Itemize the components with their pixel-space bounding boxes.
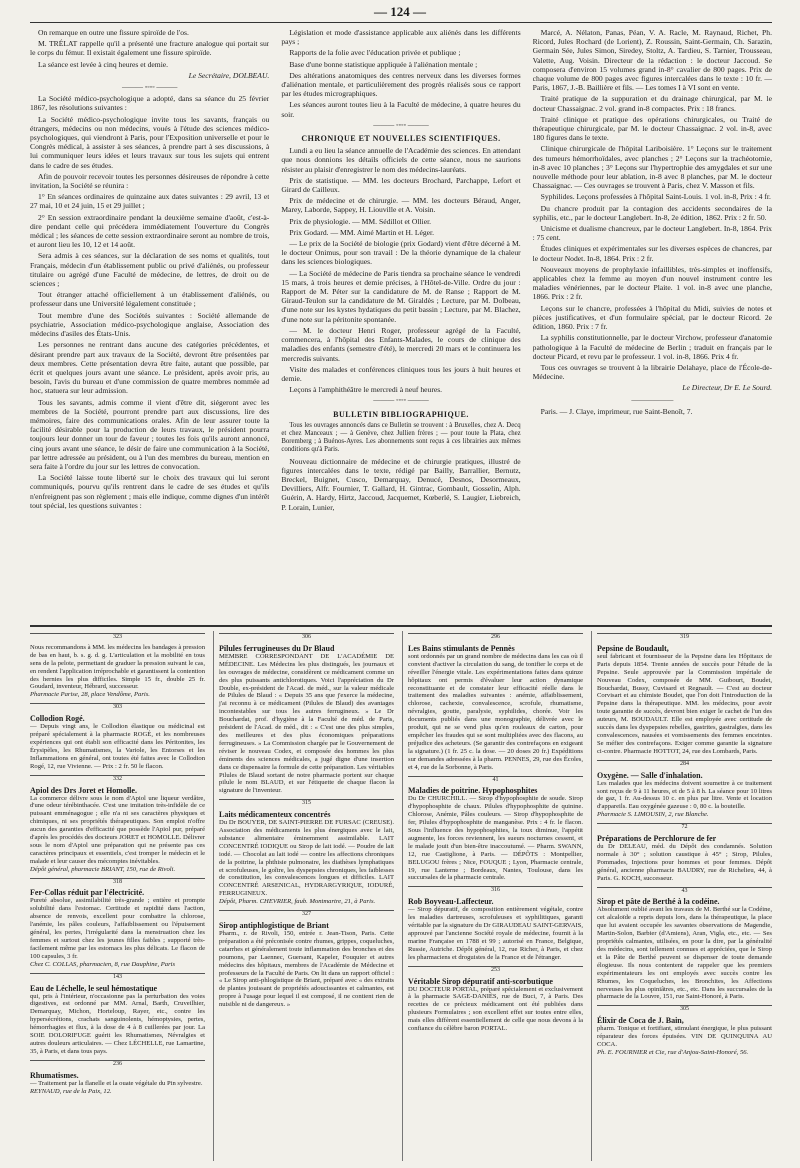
ad-body: Absolument oublié avant les travaux de M. Berthé sur la Codéine, cet alcaloïde a repris depuis lors, dans la thérapeutique, la place que lui avaient occupée les savantes observations de Magendie, Martin-Solon, Barbier (d'Amiens), Aran, Vigla, etc., etc. — Ses propriétés calmantes, utilisées, en pour la dire, par la généralité des médecins, sont tellement connues et appréciées, que le Sirop et la Pâte de Berthé peuvent se dispenser de toute demande élogieuse. Ils nous contentent de rappeler que les premiers expérimentateurs les ont employés avec succès contre les Rhumes, les Coqueluches, les Bronchites, les Affections nerveuses les plus opiniâtres, etc., etc. Dans les succursales de la pharmacie de la Louvre, 151, rue Saint-Honoré, à Paris.: [597, 906, 772, 1001]
paragraph: Prix de médecine et de chirurgie. — MM. les docteurs Béraud, Anger, Marey, Laborde, Sappey, H. Liouville et A. Voisin.: [281, 196, 521, 215]
ad-body: Du Dr CHURCHILL. — Sirop d'hypophosphite de soude. Sirop d'hypophosphite de chaux. Pilules d'hypophosphite de quinine. Chlorose, Anémie, Pâles couleurs. — Sirop d'hypophosphite de fer, Pilules d'hypophosphite de manganèse. Prix : 4 fr. le flacon. Sous l'influence des hypophosphites, la toux diminue, l'appétit augmente, les forces reviennent, les sueurs nocturnes cessent, et le malade jouit d'un bien-être inaccoutumé. — Pharm. SWANN, 12, rue Castiglione, à Paris. — DÉPÔTS : Montpellier, BELUGOU frères ; Nice, FOUQUE ; Lyon, Pharmacie centrale, 19, rue Lanterne ; Bordeaux, Nantes, Toulouse, dans les succursales de la pharmacie centrale.: [408, 795, 583, 882]
ornament-divider: ——— ◦◦◦◦ ———: [121, 83, 178, 92]
paragraph: Tous ces ouvrages se trouvent à la librairie Delahaye, place de l'École-de-Médecine.: [532, 362, 772, 382]
ad-body: pharm. Tonique et fortifiant, stimulant énergique, le plus puissant réparateur des forces épuisées. VIN DE QUINQUINA AU COCA.: [597, 1025, 772, 1049]
advertisement: [408, 776, 583, 883]
ad-number: 296: [408, 633, 583, 642]
advertisement: [597, 760, 772, 819]
paragraph: La Société médico-psychologique a adopté, dans sa séance du 25 février 1867, les résolutions suivantes :: [30, 94, 270, 113]
paragraph: Du chancre produit par la contagion des accidents secondaires de la syphilis, etc., par le docteur Langlebert. In-8, 2e édition, 1862. Prix : 2 fr. 50.: [532, 203, 772, 222]
ad-body: seul fabricant et fournisseur de la Pepsine dans les Hôpitaux de Paris depuis 1854. Trente années de succès pour l'étude de la Pepsine. Seule approuvée par la Commission impériale de Nouveau Codex, composée de MM. Guibourt, Boudet, Bouchardat, Bussy, Cuvisard et Regnault. — C'est au docteur Corvisart et au chimiste Boudet, que l'on doit l'introduction de la Pepsine dans la thérapeutique. MM. les médecins, pour avoir toute garantie de succès, devront bien exiger le cachet de l'un des auteurs, M. BOUDAULT. Elle est employée avec certitude de succès dans les dyspepsies rebelles, gastrites, gastralgies, dans les convalescences, nausées et vomissements des femmes enceintes. Se méfier des contrefaçons. Exiger comme garantie la signature ci-contre. Pharmacie HOTTOT, 24, rue des Lombards, Paris.: [597, 652, 772, 755]
header-rule: [30, 22, 772, 23]
advertisement-column-3: [402, 631, 583, 1161]
paragraph: Base d'une bonne statistique appliquée à l'aliénation mentale ;: [289, 59, 478, 69]
advertisement: [30, 775, 205, 874]
ad-number: 306: [219, 633, 394, 642]
ad-headline: Pepsine de Boudault,: [597, 643, 669, 653]
ad-headline: Apiol des Drs Joret et Homolle.: [30, 785, 137, 795]
paragraph: La Société médico-psychologique invite tous les savants, français ou étrangers, médecins ou non médecins, voués à l'étude des sciences médico-psychologiques, qui viendront à Paris, pour l'Exposition universelle et pour le Congrès médical, à assister à ses séances, à prendre part à ses discussions, à lui communiquer leurs idées et leurs travaux sur tous les sujets qui entrent dans le cadre de ses études.: [30, 114, 270, 170]
advertisement-column-4: [591, 631, 772, 1161]
paragraph: Traité pratique de la suppuration et du drainage chirurgical, par M. le docteur Chassaignac. 2 vol. grand in-8 compactes. Prix : 18 francs.: [532, 94, 772, 113]
advertisement: [30, 703, 205, 770]
paragraph: Les séances auront toutes lieu à la Faculté de médecine, à quatre heures du soir.: [281, 100, 521, 119]
ad-number: 319: [597, 633, 772, 642]
paragraph: Visite des malades et conférences cliniques tous les jours à huit heures et demie.: [281, 364, 521, 383]
ad-number: 303: [30, 703, 205, 712]
paragraph: Tout étranger attaché officiellement à un établissement d'aliénés, ou professeur dans une Université légalement constituée ;: [30, 290, 270, 309]
paragraph: Nouveau dictionnaire de médecine et de chirurgie pratiques, illustré de figures intercalées dans le texte, rédigé par Bailly, Barrallier, Bernutz, Breckel, Buignet, Cusco, Demarquay, Denucé, Desnos, Desormeaux, Devilliers, Alfr. Fournier, T. Gallard, H. Gintrac, Gombault, Gosselin, Alph. Guérin, A. Hardy, Hirtz, Jaccoud, Jacquemet, Kœberlé, S. Laugier, Liebreich, P. Lorain, Lunier,: [281, 456, 521, 512]
ad-headline: Rob Boyveau-Laffecteur.: [408, 897, 494, 907]
ad-headline: Oxygène. — Salle d'inhalation.: [597, 770, 703, 780]
ad-body: Pharm., r. de Rivoli, 150, entrée r. Jean-Tison, Paris. Cette préparation a été préconisée contre rhumes, grippes, coqueluches, catarrhes et généralement toute inflammation des bronches et des poumons, par Laennec, Guersant, Kapeler, Fouquier et autres médecins des hôpitaux, membres de l'Académie de Médecine et professeurs de la Faculté de Paris. On lit dans un rapport officiel : « Le Sirop anti-phlogistique de Briant, préparé avec « des extraits de plantes jouissant de propriétés adoucissantes et calmantes, est propre à l'usage pour lequel il est composé, il ne contient rien de nuisible ni de dangereux. »: [219, 930, 394, 1009]
printer-imprint: Paris. — J. Claye, imprimeur, rue Saint-Benoît, 7.: [540, 406, 693, 416]
ad-headline: Élixir de Coca de J. Bain,: [597, 1016, 684, 1026]
ad-address: Pharmacie S. LIMOUSIN, 2, rue Blanche.: [597, 811, 709, 819]
paragraph: Des altérations anatomiques des centres nerveux dans les diverses formes d'aliénation mentale, et particulièrement des progrès réalisés sous ce rapport par les études micrographiques.: [281, 70, 521, 99]
ad-number: 318: [30, 878, 205, 887]
ad-number: 236: [30, 1060, 205, 1069]
ad-body: DU DOCTEUR PORTAL, préparé spécialement et exclusivement à la pharmacie SAGE-DANIÈS, rue de Buci, 7, à Paris. Des recettes de ce précieux médicament ont été publiées dans plusieurs Formulaires ; son excellent effet sur toutes entre elles, mais elles diffèrent essentiellement de celle que nous devons à la confiance du célèbre baron PORTAL.: [408, 985, 583, 1033]
ad-headline: Rhumatismes.: [30, 1070, 79, 1080]
paragraph: — La Société de médecine de Paris tiendra sa prochaine séance le vendredi 15 mars, à trois heures et demie précises, à l'Hôtel-de-Ville. Ordre du jour : Rapport de M. Péter sur la candidature de M. de Ranse ; Rapport de M. Giraud-Teulon sur la candidature de M. Giraldès ; Lecture, par M. Dolbeau, d'une note sur les kystes hydatiques du petit bassin ; Lecture, par M. Blachez, d'une note sur la péritonite spontanée.: [281, 268, 521, 324]
ad-headline: Sirop antiphlogistique de Briant: [219, 921, 329, 930]
ad-number: 143: [30, 973, 205, 982]
director-signature: Le Directeur, Dr E. Le Sourd.: [682, 383, 772, 393]
paragraph: Rapports de la folie avec l'éducation privée et publique ;: [289, 48, 461, 58]
ad-number: 323: [30, 633, 205, 642]
paragraph: On remarque en outre une fissure spiroïde de l'os.: [38, 28, 189, 37]
paragraph: Sera admis à ces séances, sur la déclaration de ses noms et qualités, tout Français, médecin d'un établissement public ou privé d'aliénés, ou professeur titulaire ou agrégé d'une Faculté de médecine, de lettres, de droit ou de sciences ;: [30, 251, 270, 289]
ad-address: Chez C. COLLAS, pharmacien, 8, rue Dauphine, Paris: [30, 960, 176, 968]
ad-headline: Fer-Collas réduit par l'électricité.: [30, 888, 145, 898]
secretary-signature: Le Secrétaire, DOLBEAU.: [188, 70, 270, 80]
paragraph: — Le prix de la Société de biologie (prix Godard) vient d'être décerné à M. le docteur Onimus, pour son travail : De la théorie dynamique de la chaleur dans les sciences biologiques.: [281, 239, 521, 267]
paragraph: Tous les ouvrages annoncés dans ce Bulletin se trouvent : à Bruxelles, chez A. Decq et chez Manceaux ; — à Genève, chez Jullien frères ; — pour toute la Plata, chez Boremberg ; à Buénos-Ayres. Les abonnements sont reçus à ces librairies aux mêmes conditions qu'à Paris.: [281, 421, 521, 454]
advertisement: [219, 910, 394, 1009]
ad-body: — Sirop dépuratif, de composition entièrement végétale, contre les maladies dartreuses, scrofuleuses et syphilitiques, garanti véritable par la signature du Dr GIRAUDEAU SAINT-GERVAIS, approuvé par l'ancienne Société royale de médecine, fournit à la marine Française en 1788 et 99 ; autorisé en France, Belgique, Russie, Autriche. Dépôt général, 12, rue Richer, à Paris, et chez les pharmaciens et droguistes de la France et de l'étranger.: [408, 906, 583, 961]
paragraph: Nouveaux moyens de prophylaxie infaillibles, très-simples et inoffensifs, applicables chez la femme au moyen d'un nouvel instrument contre les maladies vénériennes, par le docteur Plaite. 1 vol. in-8 avec une planche, 1866. Prix : 2 fr.: [532, 264, 772, 302]
ad-number: 327: [219, 910, 394, 919]
paragraph: M. TRÉLAT rappelle qu'il a présenté une fracture analogue qui portait sur le corps du fémur. Il existait également une fissure spiroïde.: [30, 39, 270, 58]
paragraph: Les personnes ne rentrant dans aucune des catégories précédentes, et désirant prendre part aux travaux de la Société, devront être présentées par deux membres. Cette présentation devra être faite, autant que possible, par écrit et quelques jours avant une séance. Le président, après avoir pris, au besoin, l'avis du bureau et d'une commission de quatre membres nommée ad hoc, statuera sur leur admission.: [30, 340, 270, 396]
ornament-divider: ——— ◦◦◦◦ ———: [373, 396, 429, 405]
advertisement: [408, 633, 583, 772]
editorial-column-3: [533, 28, 772, 618]
advertisement: [597, 887, 772, 1002]
ad-address: Dépôt général, pharmacie BRIANT, 150, rue de Rivoli.: [30, 865, 176, 873]
ad-number: 41: [408, 776, 583, 785]
paragraph: Prix de physiologie. — MM. Sédillot et Ollier.: [289, 216, 432, 226]
paragraph: Leçons à l'amphithéâtre le mercredi à neuf heures.: [289, 385, 443, 395]
ad-body: qui, pris à l'intérieur, n'occasionne pas la perturbation des voies digestives, est ordonné par MM. Arnal, Barth, Cruveilhier, Demarquay, Michon, Horteloup, Rayer, etc., contre les hypersécrétions, crachats sanguinolents, hémoptysies, pertes, hémorrhagies et flux, à la dose de 4 à 8 cuillerées par jour. La SOIE DOLORIFUGE guérit les Rhumatismes, Névralgies et autres douleurs articulaires. — Chez LÉCHELLE, rue Lamartine, 35, à Paris, et dans tous pays.: [30, 992, 205, 1055]
page-number: — 124 —: [374, 4, 426, 19]
advertisement: [219, 799, 394, 906]
ad-address: Ph. E. FOURNIER et Cie, rue d'Anjou-Saint-Honoré, 56.: [597, 1048, 749, 1056]
ad-body: Pureté absolue, assimilabilité très-grande ; entière et prompte solubilité dans l'estomac. Certitude et rapidité dans l'action, absence de renvois, excellent pour combattre la chlorose, l'anémie, les pâles couleurs, l'affaiblissement ou l'épuisement général, les pertes, l'irrégularité dans la menstruation chez les femmes et surtout chez les jeunes filles faibles ; supporté très-facilement même par les estomacs les plus délicats. Le flacon de 100 capsules, 3 fr.: [30, 897, 205, 960]
advertisement-section: [30, 625, 772, 1161]
paragraph: Lundi a eu lieu la séance annuelle de l'Académie des sciences. En attendant que nous donnions les détails officiels de cette séance, nous ne saurions résister au plaisir d'enregistrer le nom des médecins-lauréats.: [281, 146, 521, 174]
section-heading: CHRONIQUE ET NOUVELLES SCIENTIFIQUES.: [301, 134, 501, 144]
advertisement: [408, 966, 583, 1033]
paragraph: Tout membre d'une des Sociétés suivantes : Société allemande de psychiatrie, Association médico-psychologique anglaise, Association des médecins d'asiles des États-Unis.: [30, 310, 270, 339]
ornament-divider: ——— ◦◦◦◦ ———: [373, 120, 429, 129]
paragraph: Unicisme et dualisme chancreux, par le docteur Langlebert. In-8, 1864. Prix : 75 cent.: [532, 224, 772, 243]
ad-headline: Laits médicamenteux concentrés: [219, 810, 331, 820]
paragraph: Leçons sur le chancre, professées à l'hôpital du Midi, suivies de notes et pièces justificatives, et d'un formulaire spécial, par le docteur Ricord. 2e édition, 1860. Prix : 7 fr.: [532, 303, 772, 332]
paragraph: Syphilides. Leçons professées à l'hôpital Saint-Louis. 1 vol. in-8, Prix : 4 fr.: [540, 192, 771, 202]
paragraph: 2° En session extraordinaire pendant la deuxième semaine d'août, c'est-à-dire pendant celle qui précédera immédiatement l'ouverture du Congrès médical ; les séances de cette session extraordinaire seront au nombre de trois, et auront lieu les 10, 12 et 14 août.: [30, 212, 270, 250]
advertisement: [30, 878, 205, 969]
paragraph: — M. le docteur Henri Roger, professeur agrégé de la Faculté, commencera, à l'hôpital des Enfants-Malades, le cours de clinique des maladies des enfants (semestre d'été), le mercredi 20 mars et le continuera les mercredis suivants.: [281, 325, 521, 363]
editorial-column-2: [281, 28, 520, 618]
advertisement: [30, 973, 205, 1056]
ad-number: 72: [597, 823, 772, 832]
advertisement: [30, 633, 205, 699]
advertisement: [219, 633, 394, 795]
paragraph: La syphilis constitutionnelle, par le docteur Virchow, professeur d'anatomie pathologique à la Faculté de médecine de Berlin ; traduit en français par le docteur Picard, et revu par le professeur. 1 vol. in-8, 1866. Prix 4 fr.: [532, 333, 772, 361]
paragraph: Afin de pouvoir recevoir toutes les personnes désireuses de répondre à cette invitation, la Société se réunira :: [30, 171, 270, 191]
advertisement: [597, 823, 772, 882]
ad-headline: Maladies de poitrine. Hypophosphites: [408, 786, 538, 796]
paragraph: Prix Godard. — MM. Aimé Martin et H. Léger.: [289, 227, 435, 237]
paragraph: La séance est levée à cinq heures et demie.: [38, 59, 169, 69]
ad-number: 316: [408, 886, 583, 895]
advertisement: [408, 886, 583, 961]
ad-number: 253: [408, 966, 583, 975]
advertisement: [30, 1060, 205, 1096]
ad-headline: Préparations de Perchlorure de fer: [597, 834, 717, 844]
ad-body: — Depuis vingt ans, le Collodion élastique ou médicinal est préparé spécialement à la pharmacie ROGÉ, et les nombreuses expériences qui ont établi son efficacité dans les Péritonites, les Érysipèles, les Rhumatismes, la Variole, les Entorses et les Inflammations en général, ont toutes été faites avec le Collodion Rogé, 12, rue Vivienne. — Prix : 2 fr. 50 le flacon.: [30, 723, 205, 770]
paragraph: Marcé, A. Nélaton, Panas, Péan, V. A. Racle, M. Raynaud, Richet, Ph. Ricord, Jules Rochard (de Lorient), Z. Roussin, Saint-Germain, Ch. Sarazin, Germain Sée, Jules Simon, Siredey, Stoltz, A. Tardieu, S. Tarnier, Trousseau, Valette, Aug. Voisin. Directeur de la rédaction : le docteur Jaccoud. Se composera d'environ 15 volumes grand in-8° cavalier de 800 pages. Prix de chaque volume de 800 pages avec figures intercalées dans le texte : 10 fr. — Paris, 1867, J.-B. Baillière et fils. — Les tomes I à VI sont en vente.: [532, 28, 772, 93]
ornament-divider: ——————: [631, 395, 674, 404]
ad-headline: Sirop et pâte de Berthé à la codéine.: [597, 897, 720, 907]
ad-headline: Eau de Léchelle, le seul hémostatique: [30, 983, 158, 993]
ad-headline: Collodion Rogé.: [30, 714, 85, 724]
editorial-columns: [30, 28, 772, 618]
ad-headline: Les Bains stimulants de Pennès: [408, 643, 515, 653]
ad-body: La commerce délivre sous le nom d'Apiol une liqueur verdâtre, d'une odeur térébinthacée. C'est une imitation très-infidèle de ce puissant emménagogue ; elle n'a ni ses caractères physiques et chimiques, ni ses propriétés thérapeutiques. Son emploi n'offre aucun des garanties d'efficacité que possède l'Apiol pur, préparé d'après les procédés des docteurs JORET et HOMOLLE. Délivrer sous le nom d'Apiol une préparation qui ne présente pas ces caractères principaux et essentiels, c'est tromper le médecin et le malade et leur causer des mécomptes inévitables.: [30, 794, 205, 865]
ad-body: du Dr DELEAU, méd. du Dépôt des condamnés. Solution normale à 30° ; solution caustique à 45° ; Sirop, Pilules, Pommades, Injections pour hommes et pour femmes. Dépôt général, ancienne pharmacie BAUDRY, rue de Richelieu, 44, à Paris. G. KOCH, successeur.: [597, 843, 772, 882]
ad-body: — Traitement par la flanelle et la ouate végétale du Pin sylvestre.: [30, 1079, 203, 1087]
ad-headline: Pilules ferrugineuses du Dr Blaud: [219, 643, 335, 653]
paragraph: Prix de statistique. — MM. les docteurs Brochard, Parchappe, Lefort et Girard de Cailleux.: [281, 175, 521, 195]
ad-number: 315: [219, 799, 394, 808]
paragraph: La Société laisse toute liberté sur le choix des travaux qui lui seront communiqués, pourvu qu'ils rentrent dans le cadre de ses études et qu'ils n'enfreignent pas son règlement ; mais elle indique, comme dignes d'un intérêt tout spécial, les questions suivantes :: [30, 473, 270, 510]
ad-body: sont ordonnés par un grand nombre de médecins dans les cas où il convient d'activer la circulation du sang, de tonifier le corps et de réveiller l'énergie vitale. Les expérimentations faites dans quinze hôpitaux ont permis d'évaluer leur action dynamique reconstituante et de constater leur efficacité réelle dans le traitement des maladies suivantes : anémie, affaiblissement, chlorose, cachexie, convalescence, scrofule, rhumatisme, névralgies, goutte, paralysie, syphilides, chorée. Voir les documents publiés dans une monographie, délivrée avec le produit, qui ne se vend plus qu'en rouleaux de carton, pour empêcher les fraudes qui se sont multipliées avec des flacons, au préjudice des acheteurs. (Se garantir des contrefaçons en exigeant la signature.) (1 fr. 25 c. la dose. — 20 doses 20 fr.) Expéditions sur demandes adressées à la pharm. PENNES, 29, rue des Écoles, et 4, rue de la Sorbonne, à Paris.: [408, 652, 583, 771]
ad-headline: Véritable Sirop dépuratif anti-scorbutique: [408, 976, 553, 986]
ad-body: Nous recommandons à MM. les médecins les bandages à pression de bas en haut, b. s. g. d. g. L'articulation et la mobilité en tous sens de la pelote, permettant de graduer la pression suivant le cas, en rendent l'application irréprochable et garantissent la contention des hernies les plus difficiles. Simple 15 fr., double 25 fr. Goudard, inventeur, Hébrard, successeur.: [30, 643, 205, 691]
ad-number: 305: [597, 1005, 772, 1014]
advertisement-column-1: [30, 631, 205, 1161]
ad-address: Dépôt, Pharm. CHEVRIER, faub. Montmartre, 21, à Paris.: [219, 898, 376, 906]
editorial-column-1: [30, 28, 269, 618]
ad-number: 43: [597, 887, 772, 896]
ad-address: REYNAUD, rue de la Paix, 12.: [30, 1087, 112, 1095]
ad-body: Les malades que les médecins doivent soumettre à ce traitement sont reçus de 9 à 11 heures, et de 5 à 8 h. La séance pour 10 litres de gaz, 1 fr. Au-dessus 10 c. en plus par litre. Vente et location d'appareils. Eau oxygénée gazeuse : 0, 80 c. la bouteille.: [597, 779, 772, 811]
paragraph: Législation et mode d'assistance applicable aux aliénés dans les différents pays ;: [281, 28, 521, 47]
advertisement-column-2: [213, 631, 394, 1161]
section-heading: BULLETIN BIBLIOGRAPHIQUE.: [333, 409, 469, 419]
ad-body: MEMBRE CORRESPONDANT DE L'ACADÉMIE DE MÉDECINE. Les Médecins les plus distingués, les journaux et les ouvrages de médecine, considèrent ce médicament comme un des plus puissants antichlorotiques. Voici l'appréciation du Dr Double, ex-président de l'Acad. de méd., sur la valeur médicale de Pilules de Blaud : « Depuis 35 ans que j'exerce la médecine, j'ai reconnu à ce médicament (Pilules de Blaud) des avantages incontestables sur tous les autres ferrugineux. » Le Dr Bouchardat, prof. d'hygiène à la Faculté de méd. de Paris, président de l'Acad. de méd., dit : « C'est une des plus simples, des meilleures et des plus économiques préparations ferrugineuses. » La Commission chargée par le Gouvernement de réviser le nouveau Codex, et composée des hommes les plus éminents des sciences médicales, a jugé digne d'une insertion dans ce dispensaire la formule de cette préparation. Les véritables Pilules de Blaud sortant de notre pharmacie portent sur chaque pilule le nom BLAUD, et sur l'étiquette de chaque flacon la signature de l'inventeur.: [219, 652, 394, 795]
paragraph: Clinique chirurgicale de l'hôpital Lariboisière. 1° Leçons sur le traitement des tumeurs hémorrhoïdales, avec planches ; 2° Leçons sur la trachéotomie, in-8 avec 10 planches ; 3° Leçons sur l'hypertrophie des amygdales et sur une nouvelle méthode pour leur ablation, in-8 avec 8 planches, par M. le docteur Chassaignac. — Ces ouvrages se trouvent à Paris, chez V. Masson et fils.: [532, 144, 772, 191]
ad-number: 284: [597, 760, 772, 769]
paragraph: Traité clinique et pratique des opérations chirurgicales, ou Traité de thérapeutique chirurgicale, par M. le docteur Chassaignac. 2 vol. in-8, avec 180 figures dans le texte.: [532, 114, 772, 143]
paragraph: Études cliniques et expérimentales sur les diverses espèces de chancres, par le docteur Nodet. In-8, 1864. Prix : 2 fr.: [532, 244, 772, 263]
advertisement: [597, 1005, 772, 1057]
ad-address: Pharmacie Parise, 28, place Vendôme, Paris.: [30, 691, 150, 699]
advertisement: [597, 633, 772, 756]
ad-body: Du Dr BOUYER, DE SAINT-PIERRE DE FURSAC (CREUSE). Association des médicaments les plus énergiques avec le lait, substance alimentaire éminemment assimilable. LAIT CONCENTRÉ IODIQUE ou Sirop de lait iodé. — Poudre de lait iodé. — Chocolat au lait iodé — contre les affections chroniques de la poitrine, la phthisie pulmonaire, les diathèses lymphatiques et scrofuleuses, le goître, les dyspepsies chroniques, les faiblesses de constitution, les convalescences longues et difficiles. LAIT CONCENTRÉ ARSENICAL, HYDRARGYRIQUE, IODURÉ, FERRUGINEUX.: [219, 819, 394, 898]
ad-number: 332: [30, 775, 205, 784]
paragraph: Tous les savants, admis comme il vient d'être dit, siégeront avec les membres de la Société, pourront prendre part aux discussions, lire des mémoires, faire des communications orales. Afin de leur assurer toute la facilité désirable pour la production de leurs travaux, le président pourra toujours leur donner un tour de faveur ; toutes les fois qu'ils auront annoncé, cinq jours avant une séance, le désir de faire une communication à la Société, par lettre adressée au président, ou à l'un des membres du bureau, mention en sera faite à l'ordre du jour sur les lettres de convocation.: [30, 397, 270, 471]
paragraph: 1° En séances ordinaires de quinzaine aux dates suivantes : 29 avril, 13 et 27 mai, 10 et 24 juin, 15 et 29 juillet ;: [30, 192, 270, 211]
